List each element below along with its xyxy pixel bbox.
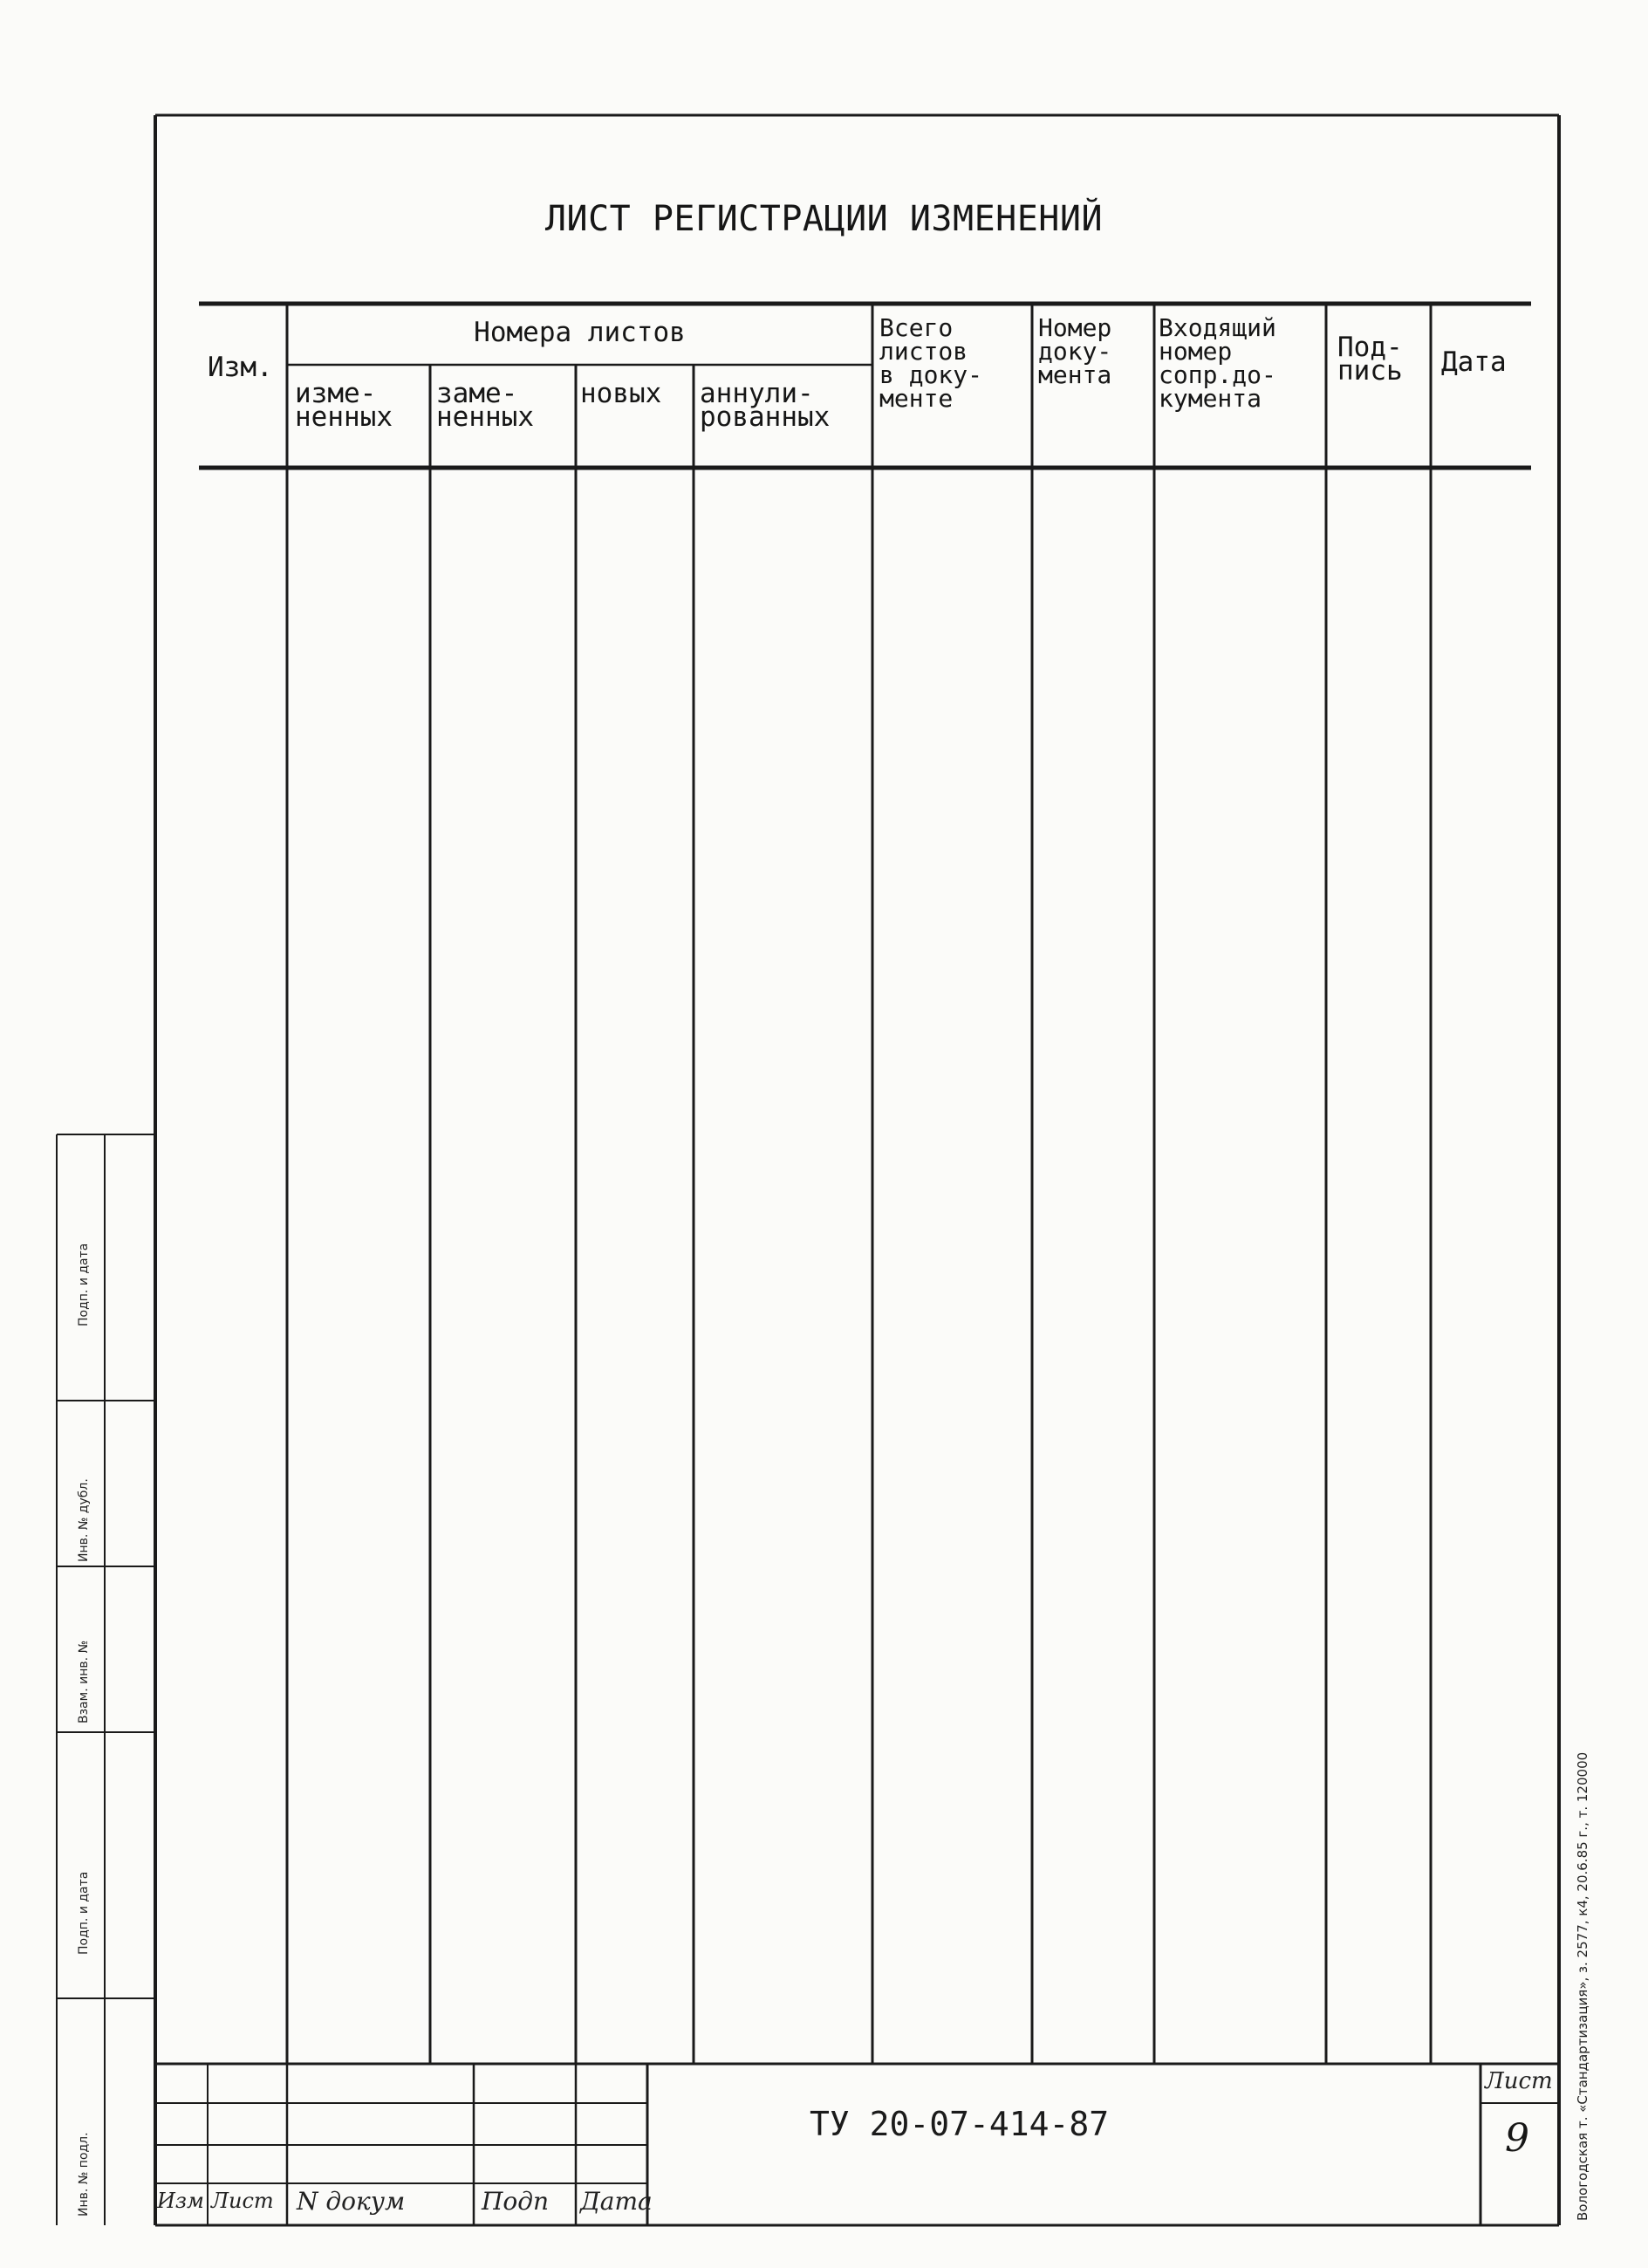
title-block-data: Дата [580, 2187, 653, 2216]
header-vhod-line3: сопр.до- [1159, 360, 1276, 389]
header-izmenennyh-line1: изме- [295, 378, 377, 409]
header-vhod-line4: кумента [1159, 384, 1262, 413]
header-izmenennyh-line2: ненных [295, 401, 393, 433]
document-designation: ТУ 20-07-414-87 [810, 2105, 1110, 2143]
header-podpis [1337, 332, 1403, 387]
header-podpis-line2: пись [1337, 355, 1403, 387]
header-vsego-line2: листов [879, 337, 968, 366]
header-vsego-line4: менте [879, 384, 954, 413]
header-izm: Изм. [208, 352, 273, 383]
header-vsego-line3: в доку- [879, 360, 983, 389]
header-vhod-line1: Входящий [1159, 313, 1276, 342]
header-vsego-listov [879, 313, 983, 413]
stamp-inv-dubl: Инв. № дубл. [77, 1478, 91, 1562]
stamp-podp-data-top: Подп. и дата [77, 1243, 91, 1326]
header-izmenennyh [295, 378, 393, 433]
header-vhodyashchiy-nomer [1159, 313, 1276, 413]
stamp-vzam-inv: Взам. инв. № [77, 1640, 91, 1723]
stamp-podp-data-bottom: Подп. и дата [77, 1871, 91, 1955]
header-zamenennyh-line1: заме- [436, 378, 518, 409]
title-block-list: Лист [211, 2189, 274, 2213]
header-novyh: новых [580, 378, 662, 409]
title-block-podp: Подп [482, 2187, 550, 2216]
sheet-number: 9 [1505, 2116, 1529, 2161]
header-vsego-line1: Всего [879, 313, 954, 342]
title-block-list-label: Лист [1485, 2068, 1553, 2094]
header-data: Дата [1441, 346, 1507, 378]
header-zamenennyh-line2: ненных [436, 401, 534, 433]
page-title: ЛИСТ РЕГИСТРАЦИИ ИЗМЕНЕНИЙ [544, 199, 1104, 239]
header-nomer-line3: мента [1038, 360, 1112, 389]
header-annul-line1: аннули- [700, 378, 814, 409]
header-nomer-dokumenta [1038, 313, 1112, 389]
title-block-n-dokum: N докум [297, 2187, 406, 2216]
header-annulirovannyh [700, 378, 831, 433]
header-podpis-line1: Под- [1337, 332, 1403, 363]
header-nomer-line1: Номер [1038, 313, 1112, 342]
stamp-inv-podl: Инв. № подл. [77, 2132, 91, 2217]
printer-imprint: Вологодская т. «Стандартизация», з. 2577, к4, 20.6.85 г., т. 120000 [1575, 1751, 1590, 2221]
header-vhod-line2: номер [1159, 337, 1233, 366]
header-zamenennyh [436, 378, 534, 433]
header-group-nomera-listov: Номера листов [474, 317, 686, 348]
header-nomer-line2: доку- [1038, 337, 1112, 366]
title-block-izm: Изм [157, 2189, 204, 2213]
header-annul-line2: рованных [700, 401, 831, 433]
